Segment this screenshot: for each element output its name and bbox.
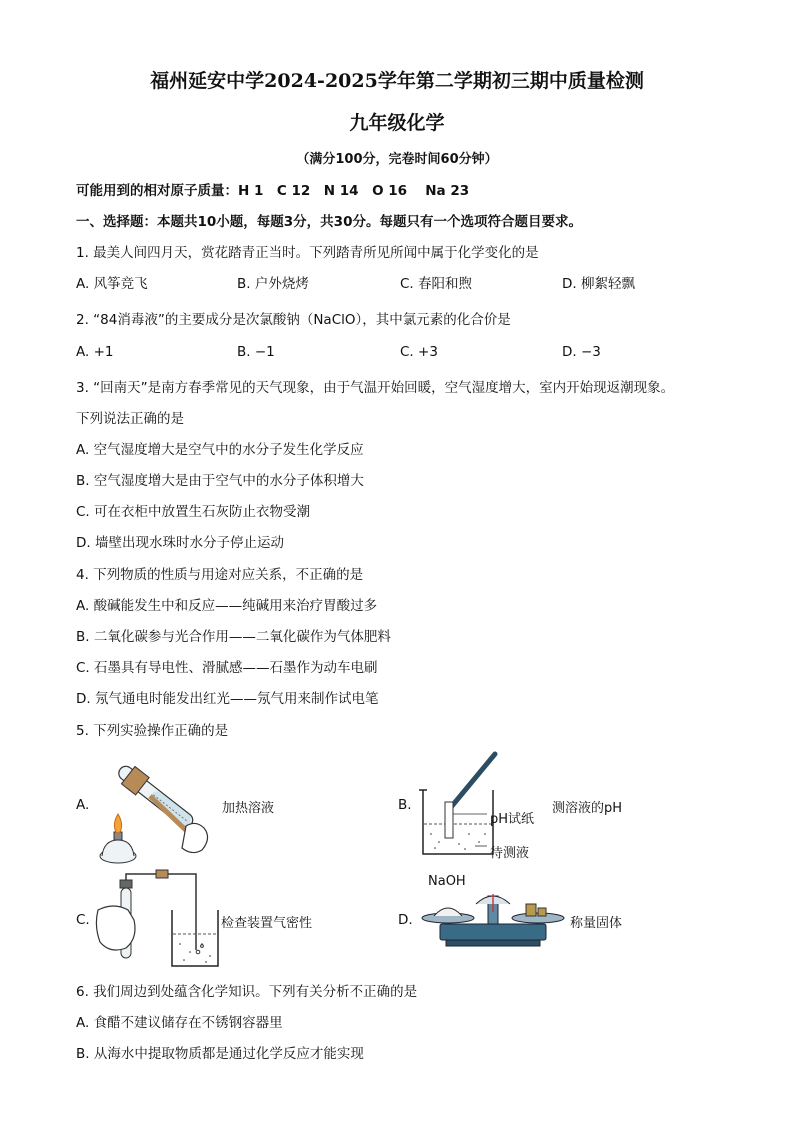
q5-d-caption: 称量固体 — [570, 916, 623, 931]
q5-a-caption: 加热溶液 — [222, 801, 275, 816]
q3-option-c: C. 可在衣柜中放置生石灰防止衣物受潮 — [76, 504, 311, 520]
weighing-balance-illustration — [418, 890, 568, 950]
section-heading: 一、选择题：本题共10小题，每题3分，共30分。每题只有一个选项符合题目要求。 — [76, 214, 582, 230]
q6-stem: 6. 我们周边到处蕴含化学知识。下列有关分析不正确的是 — [76, 984, 418, 1000]
q5-stem: 5. 下列实验操作正确的是 — [76, 723, 229, 739]
q5-b-letter: B. — [398, 797, 412, 813]
q1-option-d: D. 柳絮轻飘 — [562, 276, 635, 292]
q4-option-b: B. 二氧化碳参与光合作用——二氧化碳作为气体肥料 — [76, 629, 391, 645]
test-liquid-label: 待测液 — [490, 846, 530, 861]
heating-solution-illustration — [90, 756, 220, 866]
q2-option-d: D. −3 — [562, 344, 601, 360]
q5-c-letter: C. — [76, 912, 90, 928]
q1-stem: 1. 最美人间四月天，赏花踏青正当时。下列踏青所见所闻中属于化学变化的是 — [76, 245, 539, 261]
q3-option-d: D. 墙壁出现水珠时水分子停止运动 — [76, 535, 284, 551]
q4-option-a: A. 酸碱能发生中和反应——纯碱用来治疗胃酸过多 — [76, 598, 378, 614]
q3-option-a: A. 空气湿度增大是空气中的水分子发生化学反应 — [76, 442, 364, 458]
exam-title: 福州延安中学2024-2025学年第二学期初三期中质量检测 — [150, 70, 644, 92]
exam-subtitle: 九年级化学 — [349, 112, 445, 134]
q5-d-letter: D. — [398, 912, 413, 928]
q5-a-letter: A. — [76, 797, 90, 813]
exam-note: （满分100分，完卷时间60分钟） — [296, 152, 498, 167]
q6-option-a: A. 食醋不建议储存在不锈钢容器里 — [76, 1015, 283, 1031]
q5-b-caption: 测溶液的pH — [552, 801, 623, 816]
atomic-masses: 可能用到的相对原子质量：H 1 C 12 N 14 O 16 Na 23 — [76, 183, 470, 199]
q4-option-c: C. 石墨具有导电性、滑腻感——石墨作为动车电刷 — [76, 660, 378, 676]
q2-option-b: B. −1 — [237, 344, 275, 360]
q2-option-a: A. +1 — [76, 344, 114, 360]
q3-stem-line1: 3. “回南天”是南方春季常见的天气现象，由于气温开始回暖，空气湿度增大，室内开始现返潮现象。 — [76, 380, 675, 396]
ph-paper-label: pH试纸 — [490, 812, 535, 827]
q1-option-b: B. 户外烧烤 — [237, 276, 309, 292]
q3-stem-line2: 下列说法正确的是 — [76, 411, 184, 427]
q2-stem: 2. “84消毒液”的主要成分是次氯酸钠（NaClO），其中氯元素的化合价是 — [76, 312, 511, 328]
q2-option-c: C. +3 — [400, 344, 438, 360]
q1-option-c: C. 春阳和煦 — [400, 276, 473, 292]
q5-c-caption: 检查装置气密性 — [221, 916, 313, 931]
q4-option-d: D. 氖气通电时能发出红光——氖气用来制作试电笔 — [76, 691, 379, 707]
q3-option-b: B. 空气湿度增大是由于空气中的水分子体积增大 — [76, 473, 364, 489]
q4-stem: 4. 下列物质的性质与用途对应关系，不正确的是 — [76, 567, 364, 583]
q1-option-a: A. 风筝竞飞 — [76, 276, 148, 292]
q6-option-b: B. 从海水中提取物质都是通过化学反应才能实现 — [76, 1046, 364, 1062]
airtightness-check-illustration — [86, 870, 226, 970]
naoh-label: NaOH — [428, 874, 466, 889]
